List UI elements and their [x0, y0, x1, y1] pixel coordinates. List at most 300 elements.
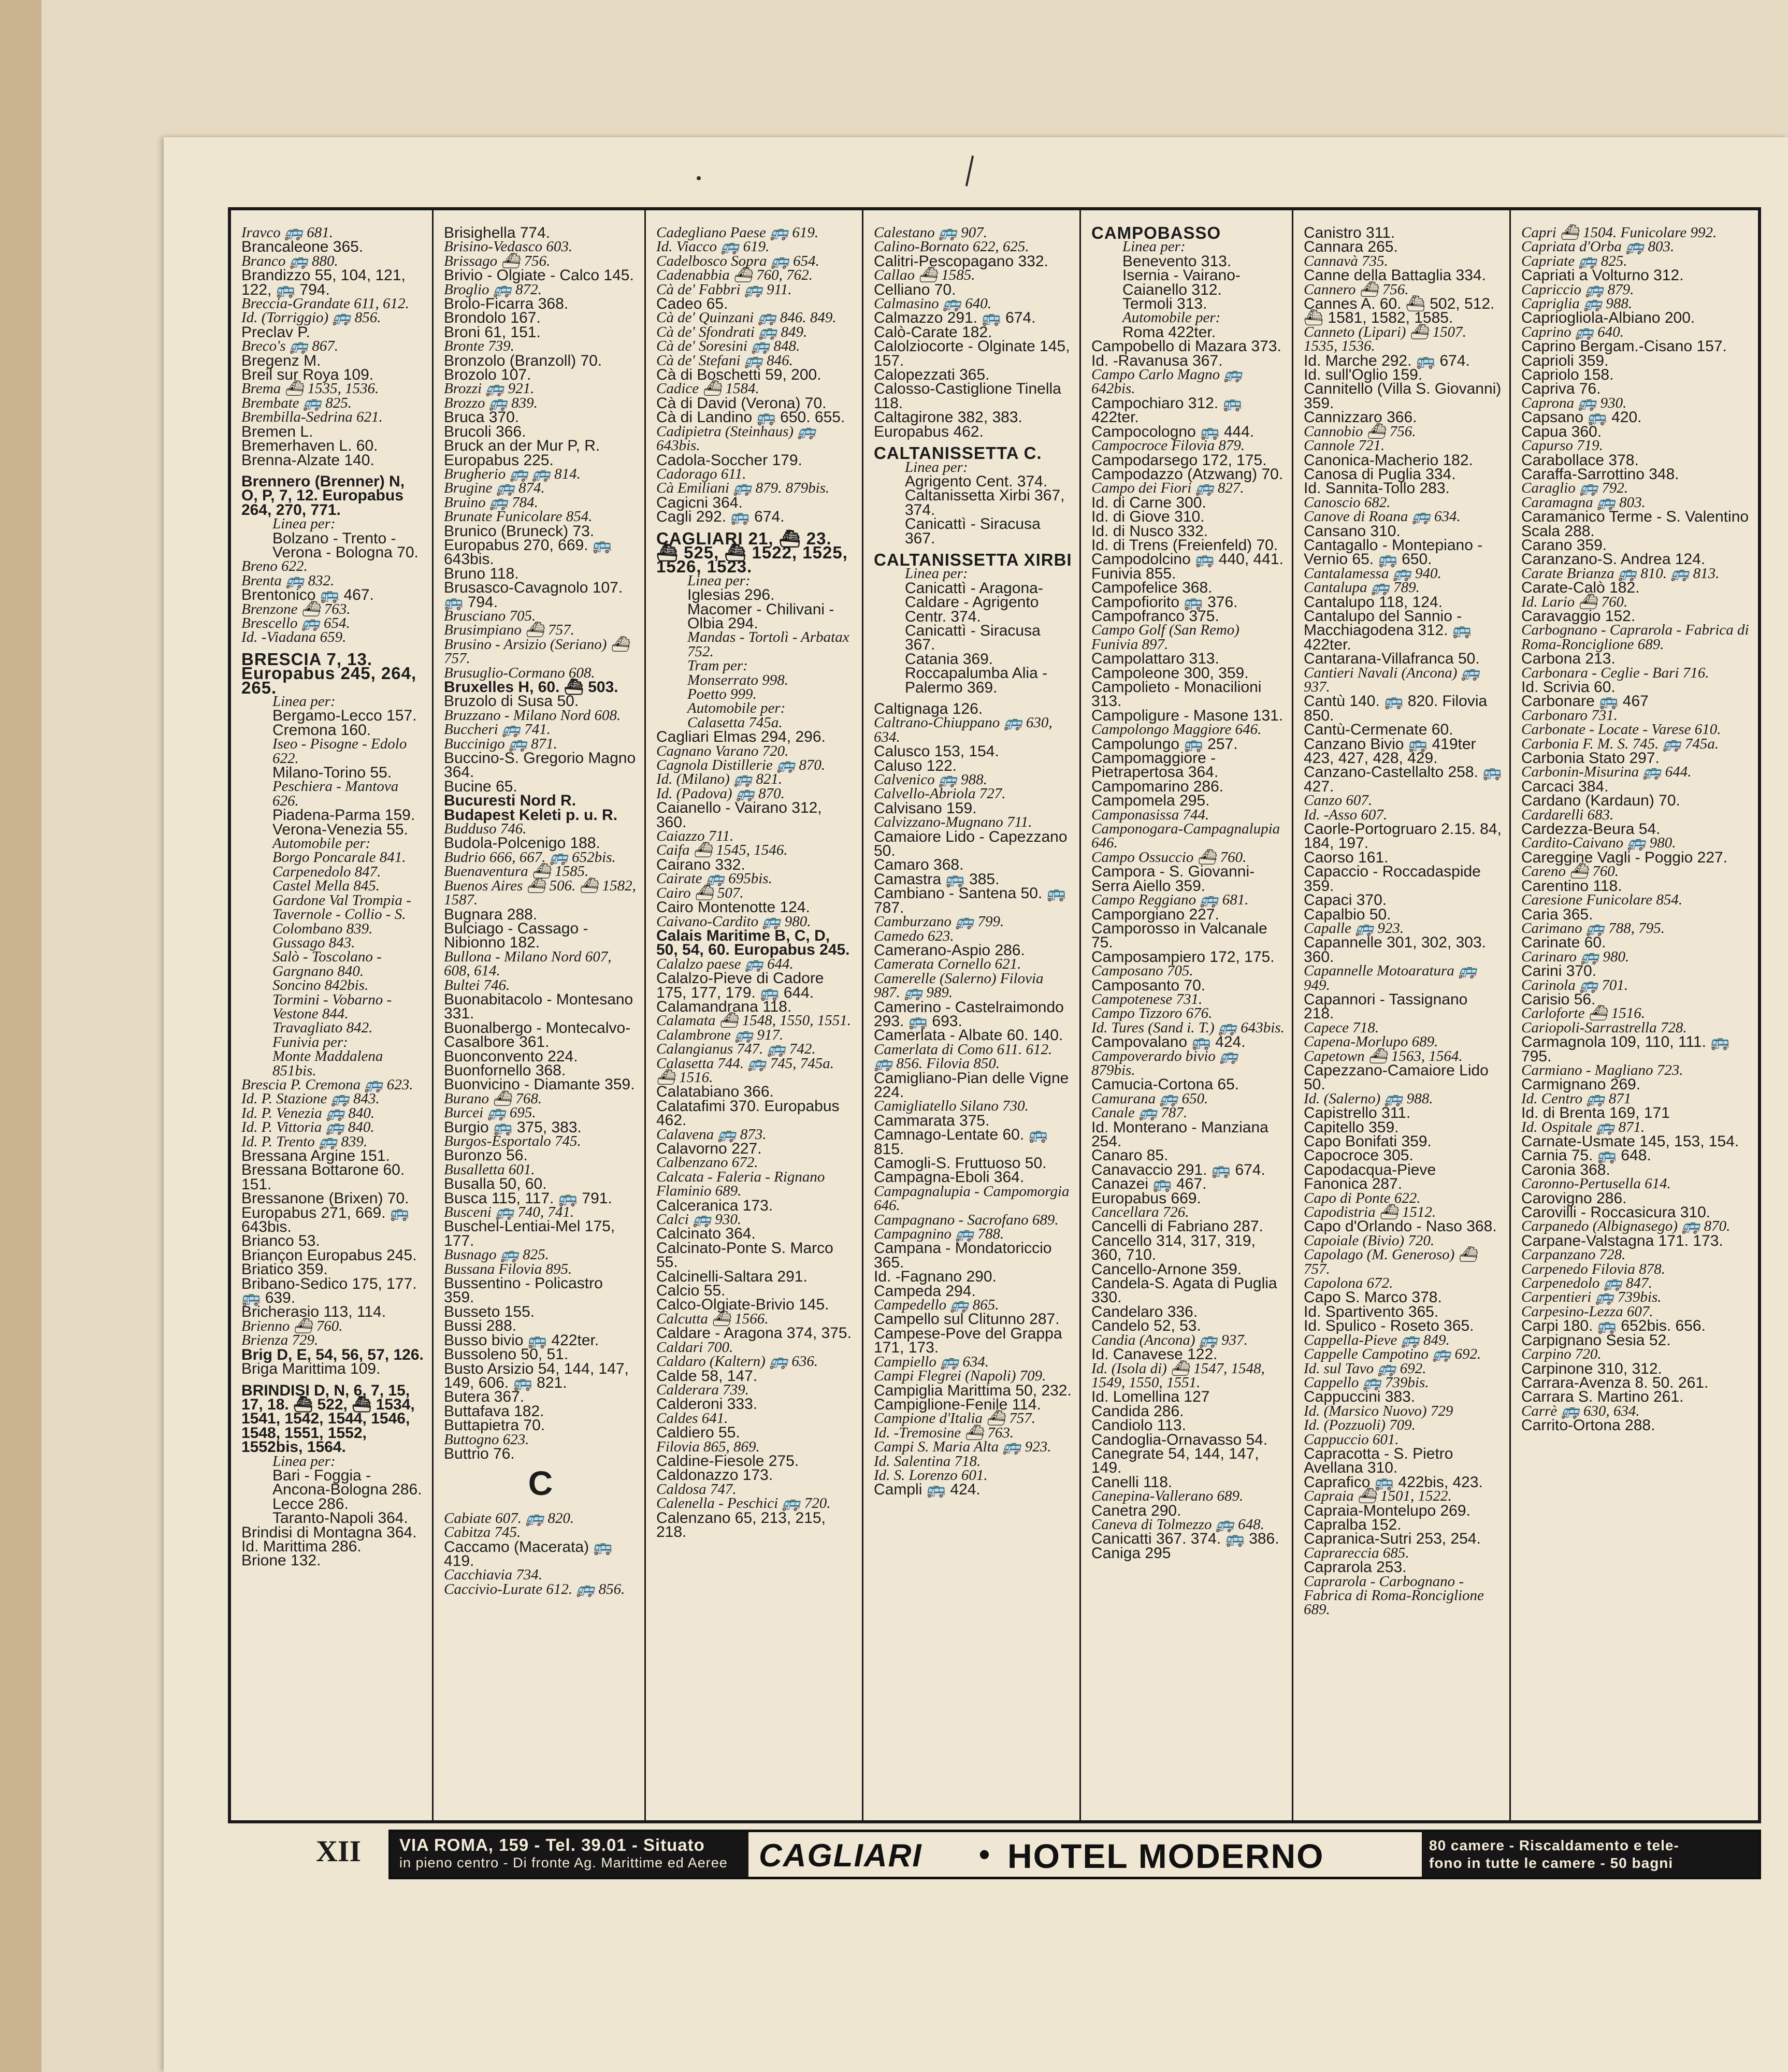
- index-entry: Carnate-Usmate 145, 153, 154.: [1521, 1133, 1739, 1150]
- index-entry: Candelo 52, 53.: [1091, 1317, 1201, 1335]
- index-entry: Bricherasio 113, 114.: [241, 1303, 386, 1321]
- index-entry: Capraia ⛴ 1501, 1522.: [1304, 1488, 1452, 1505]
- index-entry: Cappella-Pieve 🚌 849.: [1304, 1331, 1450, 1348]
- index-entry: Campagnano - Sacrofano 689.: [874, 1211, 1059, 1228]
- index-entry: Campora - S. Giovanni-Serra Aiello 359.: [1091, 863, 1255, 895]
- index-entry: Bucuresti Nord R.: [444, 792, 576, 810]
- index-entry: Carpi 180. 🚌 652bis. 656.: [1521, 1317, 1706, 1335]
- index-entry: Linea per:: [905, 458, 968, 476]
- index-entry: Campoleone 300, 359.: [1091, 664, 1249, 682]
- index-entry: Cairo Montenotte 124.: [656, 899, 810, 916]
- index-entry: Calavorno 227.: [656, 1140, 762, 1157]
- index-entry: Campocroce Filovia 879.: [1091, 437, 1245, 454]
- index-entry: Caramagna 🚌 803.: [1521, 494, 1646, 511]
- index-entry: Brunico (Bruneck) 73. Europabus 270, 669. 🚌 643bis.: [444, 522, 616, 568]
- index-entry: Cancello-Arnone 359.: [1091, 1260, 1242, 1278]
- index-entry: Cantù 140. 🚌 820. Filovia 850.: [1304, 693, 1492, 724]
- index-entry: Buttogno 623.: [444, 1431, 529, 1448]
- index-entry: Caccamo (Macerata) 🚌 419.: [444, 1538, 617, 1570]
- index-entry: Id. P. Venezia 🚌 840.: [241, 1104, 375, 1121]
- index-entry: Caltignaga 126.: [874, 700, 983, 717]
- index-entry: Carini 370.: [1521, 962, 1597, 980]
- index-entry: Caprona 🚌 930.: [1521, 394, 1627, 411]
- index-entry: Lecce 286.: [272, 1495, 349, 1513]
- index-entry: Capurso 719.: [1521, 437, 1603, 454]
- index-entry: Id. Monterano - Manziana 254.: [1091, 1118, 1273, 1150]
- index-entry: Carbonare 🚌 467: [1521, 693, 1649, 710]
- index-entry: Cappuccini 383.: [1304, 1388, 1416, 1406]
- index-entry: Id. Lomellina 127: [1091, 1388, 1210, 1406]
- index-entry: Campeda 294.: [874, 1282, 976, 1300]
- index-entry: Cairo ⛴ 507.: [656, 884, 744, 901]
- index-entry: Capriogliola-Albiano 200.: [1521, 309, 1695, 327]
- index-entry: Canaro 85.: [1091, 1147, 1169, 1164]
- index-entry: Campo Carlo Magno 🚌 642bis.: [1091, 366, 1246, 397]
- index-entry: Caraglio 🚌 792.: [1521, 480, 1628, 497]
- separator-dot: •: [979, 1837, 990, 1872]
- index-entry: Capri ⛴ 1504. Funicolare 992.: [1521, 224, 1717, 241]
- index-entry: Camaro 368.: [874, 856, 964, 874]
- index-entry: Carrara S. Martino 261.: [1521, 1388, 1684, 1406]
- index-entry: Cagnola Distillerie 🚌 870.: [656, 757, 826, 774]
- index-entry: Campoligure - Masone 131.: [1091, 707, 1284, 724]
- index-entry: Calangianus 747. 🚌 742.: [656, 1041, 816, 1058]
- index-entry: Caldosa 747.: [656, 1480, 737, 1498]
- index-entry: Busceni 🚌 740, 741.: [444, 1204, 574, 1221]
- index-entry: Cagicni 364.: [656, 494, 743, 511]
- index-entry: Id. di Trens (Freienfeld) 70.: [1091, 536, 1278, 554]
- index-entry: Cà de' Soresini 🚌 848.: [656, 338, 800, 355]
- index-column: [644, 210, 862, 1820]
- index-entry: Calalzo-Pieve di Cadore 175, 177, 179. 🚌 644.: [656, 970, 828, 1001]
- index-entry: Id. (Milano) 🚌 821.: [656, 771, 783, 788]
- index-entry: Calatafimi 370. Europabus 462.: [656, 1097, 844, 1129]
- index-entry: Bergamo-Lecco 157.: [272, 707, 417, 725]
- index-entry: Capolago (M. Generoso) ⛴ 757.: [1304, 1246, 1481, 1277]
- index-entry: Brisino-Vedasco 603.: [444, 238, 573, 255]
- index-entry: Canzano-Castellalto 258. 🚌 427.: [1304, 764, 1506, 795]
- index-column: [1292, 210, 1509, 1820]
- index-entry: Cagli 292. 🚌 674.: [656, 508, 785, 526]
- index-entry: Campolungo 🚌 257.: [1091, 735, 1238, 753]
- index-entry: Cardano (Kardaun) 70.: [1521, 792, 1680, 810]
- index-entry: Brozolo 107.: [444, 366, 531, 384]
- index-entry: Canicatti 367. 374. 🚌 386.: [1091, 1530, 1279, 1548]
- index-entry: Carbonate - Locate - Varese 610.: [1521, 721, 1721, 738]
- index-entry: Calasetta 744. 🚌 745, 745a. ⛴ 1516.: [656, 1055, 838, 1086]
- index-entry: Brienza 729.: [241, 1332, 319, 1349]
- index-entry: Canale 🚌 787.: [1091, 1104, 1188, 1121]
- index-entry: Soncino 842bis.: [272, 977, 369, 994]
- index-entry: Gussago 843.: [272, 934, 355, 951]
- index-entry: Caltrano-Chiuppano 🚌 630, 634.: [874, 714, 1056, 745]
- index-entry: Bressana Bottarone 60. 151.: [241, 1161, 409, 1193]
- index-entry: Piadena-Parma 159.: [272, 807, 415, 824]
- index-entry: Id. di Brenta 169, 171: [1521, 1104, 1670, 1122]
- index-entry: Capaci 370.: [1304, 891, 1387, 909]
- index-entry: Buttrio 76.: [444, 1445, 515, 1462]
- index-entry: Cantalupo del Sannio - Macchiagodena 312. 🚌 422ter.: [1304, 607, 1476, 653]
- index-entry: Brusuglio-Cormano 608.: [444, 664, 595, 681]
- index-entry: Capua 360.: [1521, 423, 1602, 440]
- index-entry: Camigliatello Silano 730.: [874, 1098, 1029, 1115]
- index-entry: Calambrone 🚌 917.: [656, 1026, 784, 1043]
- index-entry: Buenaventura ⛴ 1585.: [444, 863, 589, 880]
- index-entry: Campofelice 368.: [1091, 579, 1213, 597]
- index-entry: Campo dei Fiori 🚌 827.: [1091, 480, 1244, 497]
- index-entry: Calderara 739.: [656, 1381, 749, 1398]
- index-entry: Calitri-Pescopagano 332.: [874, 252, 1048, 270]
- index-entry: Cacchiavia 734.: [444, 1566, 543, 1584]
- index-entry: Carentino 118.: [1521, 877, 1622, 895]
- index-entry: Brig D, E, 54, 56, 57, 126.: [241, 1346, 424, 1363]
- index-entry: Capodistria ⛴ 1512.: [1304, 1204, 1436, 1221]
- index-entry: Canne della Battaglia 334.: [1304, 267, 1486, 284]
- index-entry: Brugherio 🚌 🚌 814.: [444, 465, 581, 482]
- index-entry: Calino-Bornato 622, 625.: [874, 238, 1029, 255]
- index-entry: Busso bivio 🚌 422ter.: [444, 1331, 599, 1349]
- index-entry: Carpignano Sesia 52.: [1521, 1331, 1671, 1349]
- index-entry: Camposampiero 172, 175.: [1091, 948, 1275, 966]
- index-entry: Capannelle 301, 302, 303. 360.: [1304, 934, 1491, 966]
- station-heading: CAMPOBASSO: [1091, 223, 1221, 242]
- index-entry: Brolo-Ficarra 368.: [444, 295, 569, 313]
- index-entry: Campovalano 🚌 424.: [1091, 1033, 1246, 1051]
- index-entry: Bremen L.: [241, 423, 313, 440]
- index-entry: Bronzolo (Branzoll) 70.: [444, 352, 602, 369]
- index-entry: Taranto-Napoli 364.: [272, 1509, 408, 1527]
- index-entry: Calcinato-Ponte S. Marco 55.: [656, 1239, 838, 1271]
- index-entry: Buonalbergo - Montecalvo-Casalbore 361.: [444, 1019, 631, 1051]
- index-entry: Caprafico 🚌 422bis, 423.: [1304, 1473, 1483, 1491]
- index-entry: Bremerhaven L. 60.: [241, 437, 378, 455]
- index-entry: Brusasco-Cavagnolo 107. 🚌 794.: [444, 579, 627, 611]
- index-entry: Calopezzati 365.: [874, 366, 990, 384]
- index-entry: Carmagnola 109, 110, 111. 🚌 795.: [1521, 1033, 1734, 1065]
- index-entry: Calbenzano 672.: [656, 1154, 758, 1171]
- index-entry: Buccinigo 🚌 871.: [444, 735, 557, 752]
- index-entry: Cremona 160.: [272, 721, 371, 739]
- index-entry: Capriglia 🚌 988.: [1521, 295, 1633, 312]
- index-entry: Brembate 🚌 825.: [241, 394, 352, 411]
- index-entry: Id. Salentina 718.: [874, 1452, 981, 1470]
- index-entry: Budola-Polcenigo 188.: [444, 834, 600, 852]
- index-entry: Campolongo Maggiore 646.: [1091, 721, 1262, 738]
- index-entry: Campiglia Marittima 50, 232.: [874, 1382, 1072, 1399]
- index-entry: Carpenedo Filovia 878.: [1521, 1260, 1665, 1277]
- index-entry: Brianco 53.: [241, 1232, 320, 1250]
- index-entry: Campotenese 731.: [1091, 990, 1203, 1008]
- index-entry: Burgio 🚌 375, 383.: [444, 1118, 582, 1136]
- index-entry: Calvello-Abriola 727.: [874, 785, 1006, 802]
- station-heading: CALTANISSETTA XIRBI: [874, 550, 1072, 569]
- index-entry: Benevento 313.: [1122, 252, 1232, 270]
- index-entry: Cardarelli 683.: [1521, 806, 1614, 823]
- index-entry: Linea per:: [687, 572, 751, 589]
- index-entry: Buronzo 56.: [444, 1147, 528, 1164]
- index-entry: Briatico 359.: [241, 1261, 328, 1278]
- index-entry: Campo Golf (San Remo) Funivia 897.: [1091, 622, 1244, 653]
- index-entry: Carpenedolo 🚌 847.: [1521, 1275, 1652, 1292]
- index-entry: Calenzano 65, 213, 215, 218.: [656, 1509, 830, 1541]
- index-entry: Capistrello 311.: [1304, 1104, 1411, 1122]
- index-entry: Carbonara - Ceglie - Bari 716.: [1521, 664, 1709, 681]
- index-entry: Id. -Asso 607.: [1304, 806, 1388, 823]
- index-entry: Campodolcino 🚌 440, 441. Funivia 855.: [1091, 551, 1288, 582]
- index-entry: Caianello - Vairano 312, 360.: [656, 799, 826, 831]
- index-entry: Verona-Venezia 55.: [272, 821, 408, 838]
- index-entry: Brucoli 366.: [444, 423, 526, 440]
- index-entry: Capannelle Motoaratura 🚌 949.: [1304, 962, 1481, 994]
- index-entry: Bribano-Sedico 175, 177. 🚌 639.: [241, 1275, 421, 1307]
- index-entry: Bruck an der Mur P, R. Europabus 225.: [444, 437, 604, 469]
- index-entry: Brenna-Alzate 140.: [241, 451, 374, 469]
- index-entry: Carmiano - Magliano 723.: [1521, 1061, 1683, 1078]
- index-entry: Campomarino 286.: [1091, 778, 1224, 795]
- index-entry: Calenella - Peschici 🚌 720.: [656, 1495, 831, 1512]
- index-entry: Capracotta - S. Pietro Avellana 310.: [1304, 1445, 1457, 1477]
- index-entry: Id. sul Tavo 🚌 692.: [1304, 1360, 1426, 1377]
- index-entry: Milano-Torino 55.: [272, 764, 392, 782]
- index-entry: Capriati a Volturno 312.: [1521, 267, 1684, 284]
- index-entry: Cantieri Navali (Ancona) 🚌 937.: [1304, 664, 1484, 695]
- index-entry: Caraffa-Sarrottino 348.: [1521, 465, 1679, 483]
- index-entry: Butera 367.: [444, 1388, 525, 1406]
- index-entry: Campo Ossuccio ⛴ 760.: [1091, 848, 1247, 866]
- index-entry: Camerlata - Albate 60. 140.: [874, 1027, 1063, 1044]
- index-entry: Bruca 370.: [444, 409, 520, 426]
- index-entry: Caorle-Portogruaro 2.15. 84, 184, 197.: [1304, 821, 1506, 852]
- index-entry: Campomela 295.: [1091, 792, 1210, 810]
- index-entry: Campochiaro 312. 🚌 422ter.: [1091, 394, 1247, 426]
- index-entry: Bolzano - Trento - Verona - Bologna 70.: [272, 529, 419, 561]
- index-entry: Canneto (Lipari) ⛴ 1507. 1535, 1536.: [1304, 323, 1470, 355]
- index-entry: Bultei 746.: [444, 976, 510, 994]
- index-entry: Cancelli di Fabriano 287.: [1091, 1218, 1263, 1235]
- index-entry: Capalle 🚌 923.: [1304, 919, 1404, 937]
- index-entry: Capriccio 🚌 879.: [1521, 281, 1634, 298]
- index-entry: Bussentino - Policastro 359.: [444, 1275, 608, 1306]
- index-entry: Brindisi di Montagna 364.: [241, 1523, 417, 1541]
- index-entry: Carrè 🚌 630, 634.: [1521, 1402, 1640, 1419]
- index-entry: Campodazzo (Atzwang) 70.: [1091, 465, 1284, 483]
- index-entry: Brivio - Olgiate - Calco 145.: [444, 267, 634, 284]
- index-entry: Budrio 666, 667. 🚌 652bis.: [444, 848, 616, 866]
- index-entry: Id. Sannita-Tollo 283.: [1304, 480, 1450, 497]
- index-entry: Bussoleno 50, 51.: [444, 1346, 569, 1363]
- index-entry: Caivano-Cardito 🚌 980.: [656, 913, 811, 930]
- index-entry: Carinate 60.: [1521, 934, 1606, 952]
- index-entry: Calamata ⛴ 1548, 1550, 1551.: [656, 1012, 851, 1029]
- index-entry: Cannizzaro 366.: [1304, 409, 1417, 426]
- index-entry: Camogli-S. Fruttuoso 50.: [874, 1155, 1047, 1172]
- index-entry: Id. Centro 🚌 871: [1521, 1090, 1632, 1107]
- index-entry: Cadelbosco Sopra 🚌 654.: [656, 252, 819, 269]
- index-entry: Candida 286.: [1091, 1402, 1184, 1420]
- index-entry: Carbonaro 731.: [1521, 707, 1618, 724]
- index-entry: Canzo 607.: [1304, 792, 1373, 809]
- index-entry: Calderoni 333.: [656, 1395, 758, 1413]
- index-entry: Cambiano - Santena 50. 🚌 787.: [874, 885, 1071, 916]
- address-line-2: in pieno centro - Di fronte Ag. Marittime ed Aeree: [399, 1855, 728, 1870]
- index-entry: Id. di Carne 300.: [1091, 494, 1206, 511]
- index-entry: Campofranco 375.: [1091, 607, 1219, 625]
- index-entry: Canosa di Puglia 334.: [1304, 465, 1456, 483]
- section-letter: C: [528, 1464, 553, 1503]
- index-entry: Camburzano 🚌 799.: [874, 913, 1004, 930]
- index-entry: Capodacqua-Pieve Fanonica 287.: [1304, 1161, 1440, 1193]
- index-entry: Caresione Funicolare 854.: [1521, 891, 1683, 909]
- index-entry: Id. -Viadana 659.: [241, 629, 347, 646]
- index-entry: Broni 61, 151.: [444, 323, 541, 341]
- index-entry: Brembilla-Sedrina 621.: [241, 409, 383, 426]
- index-entry: Caldare - Aragona 374, 375.: [656, 1325, 852, 1342]
- index-entry: Filovia 865, 869.: [656, 1438, 760, 1455]
- index-entry: Campomaggiore - Pietrapertosa 364.: [1091, 750, 1220, 781]
- index-entry: Id. Ospitale 🚌 871.: [1521, 1118, 1645, 1135]
- index-entry: Capaccio - Roccadaspide 359.: [1304, 863, 1486, 895]
- index-entry: Cantalamessa 🚌 940.: [1304, 565, 1441, 582]
- index-entry: Carovilli - Roccasicura 310.: [1521, 1204, 1711, 1221]
- index-entry: Carnia 75. 🚌 648.: [1521, 1147, 1651, 1164]
- index-entry: Cansano 310.: [1304, 522, 1401, 540]
- address-line-1: VIA ROMA, 159 - Tel. 39.01 - Situato: [399, 1835, 705, 1854]
- index-entry: Monserrato 998.: [687, 671, 788, 688]
- index-entry: Cariopoli-Sarrastrella 728.: [1521, 1019, 1687, 1036]
- index-entry: Capriate 🚌 825.: [1521, 252, 1627, 269]
- index-entry: Buonvicino - Diamante 359.: [444, 1076, 635, 1093]
- index-entry: Cairano 332.: [656, 856, 745, 873]
- index-entry: Calmazzo 291. 🚌 674.: [874, 309, 1036, 327]
- index-entry: Id. Marche 292. 🚌 674.: [1304, 352, 1470, 369]
- index-entry: Candela-S. Agata di Puglia 330.: [1091, 1275, 1281, 1306]
- index-entry: Caldonazzo 173.: [656, 1466, 773, 1484]
- index-entry: Caldaro (Kaltern) 🚌 636.: [656, 1353, 818, 1370]
- index-entry: Brescia P. Cremona 🚌 623.: [241, 1076, 413, 1093]
- index-entry: Linea per:: [272, 693, 336, 710]
- index-entry: Capannori - Tassignano 218.: [1304, 990, 1472, 1023]
- index-entry: Caneva di Tolmezzo 🚌 648.: [1091, 1516, 1264, 1533]
- index-entry: Caranzano-S. Andrea 124.: [1521, 551, 1706, 568]
- index-entry: Cantarana-Villafranca 50.: [1304, 650, 1480, 668]
- index-entry: Peschiera - Mantova 626.: [272, 778, 402, 809]
- index-entry: Brozzo 🚌 839.: [444, 394, 538, 411]
- index-entry: Calò-Carate 182.: [874, 323, 992, 341]
- index-entry: Buschel-Lentiai-Mel 175, 177.: [444, 1218, 619, 1249]
- index-entry: Canicattì - Siracusa 367.: [905, 622, 1045, 654]
- index-entry: Campese-Pove del Grappa 171, 173.: [874, 1325, 1066, 1357]
- index-entry: Breno 622.: [241, 558, 308, 575]
- index-entry: Calceranica 173.: [656, 1197, 773, 1214]
- index-entry: Cannara 265.: [1304, 238, 1398, 256]
- index-entry: Caprarola - Carbognano - Fabrica di Roma-Ronciglione 689.: [1304, 1573, 1488, 1618]
- index-entry: Carpesino-Lezza 607.: [1521, 1303, 1653, 1320]
- hotel-city: CAGLIARI: [759, 1838, 922, 1874]
- index-entry: Canelli 118.: [1091, 1473, 1173, 1491]
- index-entry: Caorso 161.: [1304, 848, 1389, 866]
- index-entry: Brozzi 🚌 921.: [444, 380, 535, 397]
- station-heading: CAGLIARI 21, ⛴ 23. ⛴ 525, ⛴ 1522, 1525, 1526, 1523.: [656, 528, 854, 577]
- index-entry: Salò - Toscolano - Gargnano 840.: [272, 948, 386, 980]
- index-entry: Id. S. Lorenzo 601.: [874, 1466, 988, 1484]
- timetable-index: [228, 207, 1761, 1823]
- index-entry: Carovigno 286.: [1521, 1189, 1627, 1207]
- index-entry: Linea per:: [272, 1452, 336, 1470]
- index-entry: Caniga 295: [1091, 1544, 1171, 1562]
- index-entry: Capoiale (Bivio) 720.: [1304, 1232, 1435, 1249]
- index-entry: Camaiore Lido - Capezzano 50.: [874, 828, 1072, 860]
- index-entry: Linea per:: [1122, 238, 1186, 255]
- index-entry: Roma 422ter.: [1122, 323, 1216, 341]
- index-entry: Cantalupo 118, 124.: [1304, 593, 1443, 611]
- index-entry: Canicattì - Siracusa 367.: [905, 515, 1045, 547]
- index-entry: Cannavà 735.: [1304, 252, 1388, 269]
- index-entry: Brisighella 774.: [444, 224, 551, 241]
- index-entry: Capetown ⛴ 1563, 1564.: [1304, 1047, 1463, 1064]
- index-entry: Camigliano-Pian delle Vigne 224.: [874, 1069, 1073, 1101]
- index-entry: Calvizzano-Mugnano 711.: [874, 814, 1032, 831]
- index-entry: Tormini - Vobarno - Vestone 844.: [272, 991, 396, 1022]
- station-heading: BRESCIA 7, 13. Europabus 245, 264, 265.: [241, 649, 422, 697]
- index-entry: Cà di Landino 🚌 650. 655.: [656, 409, 845, 426]
- index-entry: Bucine 65.: [444, 778, 517, 795]
- index-entry: Bruno 118.: [444, 565, 519, 582]
- index-entry: Campiello 🚌 634.: [874, 1353, 989, 1370]
- page-number: XII: [316, 1834, 362, 1868]
- index-entry: Carimano 🚌 788, 795.: [1521, 919, 1665, 937]
- index-entry: Brione 132.: [241, 1552, 321, 1570]
- index-entry: Cancello 314, 317, 319, 360, 710.: [1091, 1232, 1260, 1264]
- index-entry: Id. sull'Oglio 159.: [1304, 366, 1423, 384]
- index-entry: Budduso 746.: [444, 821, 527, 838]
- index-entry: Buccino-S. Gregorio Magno 364.: [444, 750, 640, 781]
- index-entry: Automobile per:: [272, 835, 371, 852]
- index-entry: Capolona 672.: [1304, 1275, 1393, 1292]
- index-entry: Carisio 56.: [1521, 990, 1596, 1008]
- index-entry: Capo S. Marco 378.: [1304, 1289, 1442, 1306]
- index-entry: Capsano 🚌 420.: [1521, 409, 1642, 426]
- index-entry: Id. P. Vittoria 🚌 840.: [241, 1119, 374, 1136]
- index-entry: Carinola 🚌 701.: [1521, 976, 1628, 994]
- index-entry: Carpino 720.: [1521, 1346, 1602, 1363]
- index-entry: Cagliari Elmas 294, 296.: [656, 728, 826, 746]
- index-entry: Caronno-Pertusella 614.: [1521, 1175, 1671, 1192]
- index-entry: Caprarola 253.: [1304, 1559, 1407, 1576]
- index-entry: Carbonin-Misurina 🚌 644.: [1521, 764, 1692, 781]
- index-entry: Bruzolo di Susa 50.: [444, 693, 579, 710]
- index-entry: Campolattaro 313.: [1091, 650, 1219, 668]
- index-entry: Brugine 🚌 874.: [444, 480, 545, 497]
- index-entry: Camerata Cornello 621.: [874, 956, 1021, 973]
- index-entry: Buccheri 🚌 741.: [444, 721, 551, 738]
- index-entry: Calais Maritime B, C, D, 50, 54, 60. Europabus 245.: [656, 927, 850, 959]
- index-entry: Busalla 50, 60.: [444, 1175, 547, 1193]
- index-entry: Id. (Salerno) 🚌 988.: [1304, 1090, 1433, 1107]
- index-entry: Canicattì - Aragona-Caldare - Agrigento Centr. 374.: [905, 579, 1043, 625]
- index-entry: Capocroce 305.: [1304, 1147, 1414, 1164]
- index-entry: Cannobio ⛴ 756.: [1304, 423, 1416, 440]
- index-entry: Cà de' Stefani 🚌 846.: [656, 352, 793, 369]
- index-entry: Agrigento Cent. 374.: [905, 472, 1048, 490]
- index-entry: Preclav P.: [241, 323, 310, 341]
- index-entry: Canegrate 54, 144, 147, 149.: [1091, 1445, 1263, 1477]
- index-entry: Candiolo 113.: [1091, 1417, 1186, 1434]
- index-entry: Canove di Roana 🚌 634.: [1304, 508, 1461, 525]
- index-entry: Calolziocorte - Olginate 145, 157.: [874, 338, 1074, 369]
- index-entry: Carpane-Valstagna 171. 173.: [1521, 1232, 1723, 1249]
- index-entry: Bussana Filovia 895.: [444, 1260, 572, 1277]
- hotel-advertisement: [388, 1830, 1761, 1879]
